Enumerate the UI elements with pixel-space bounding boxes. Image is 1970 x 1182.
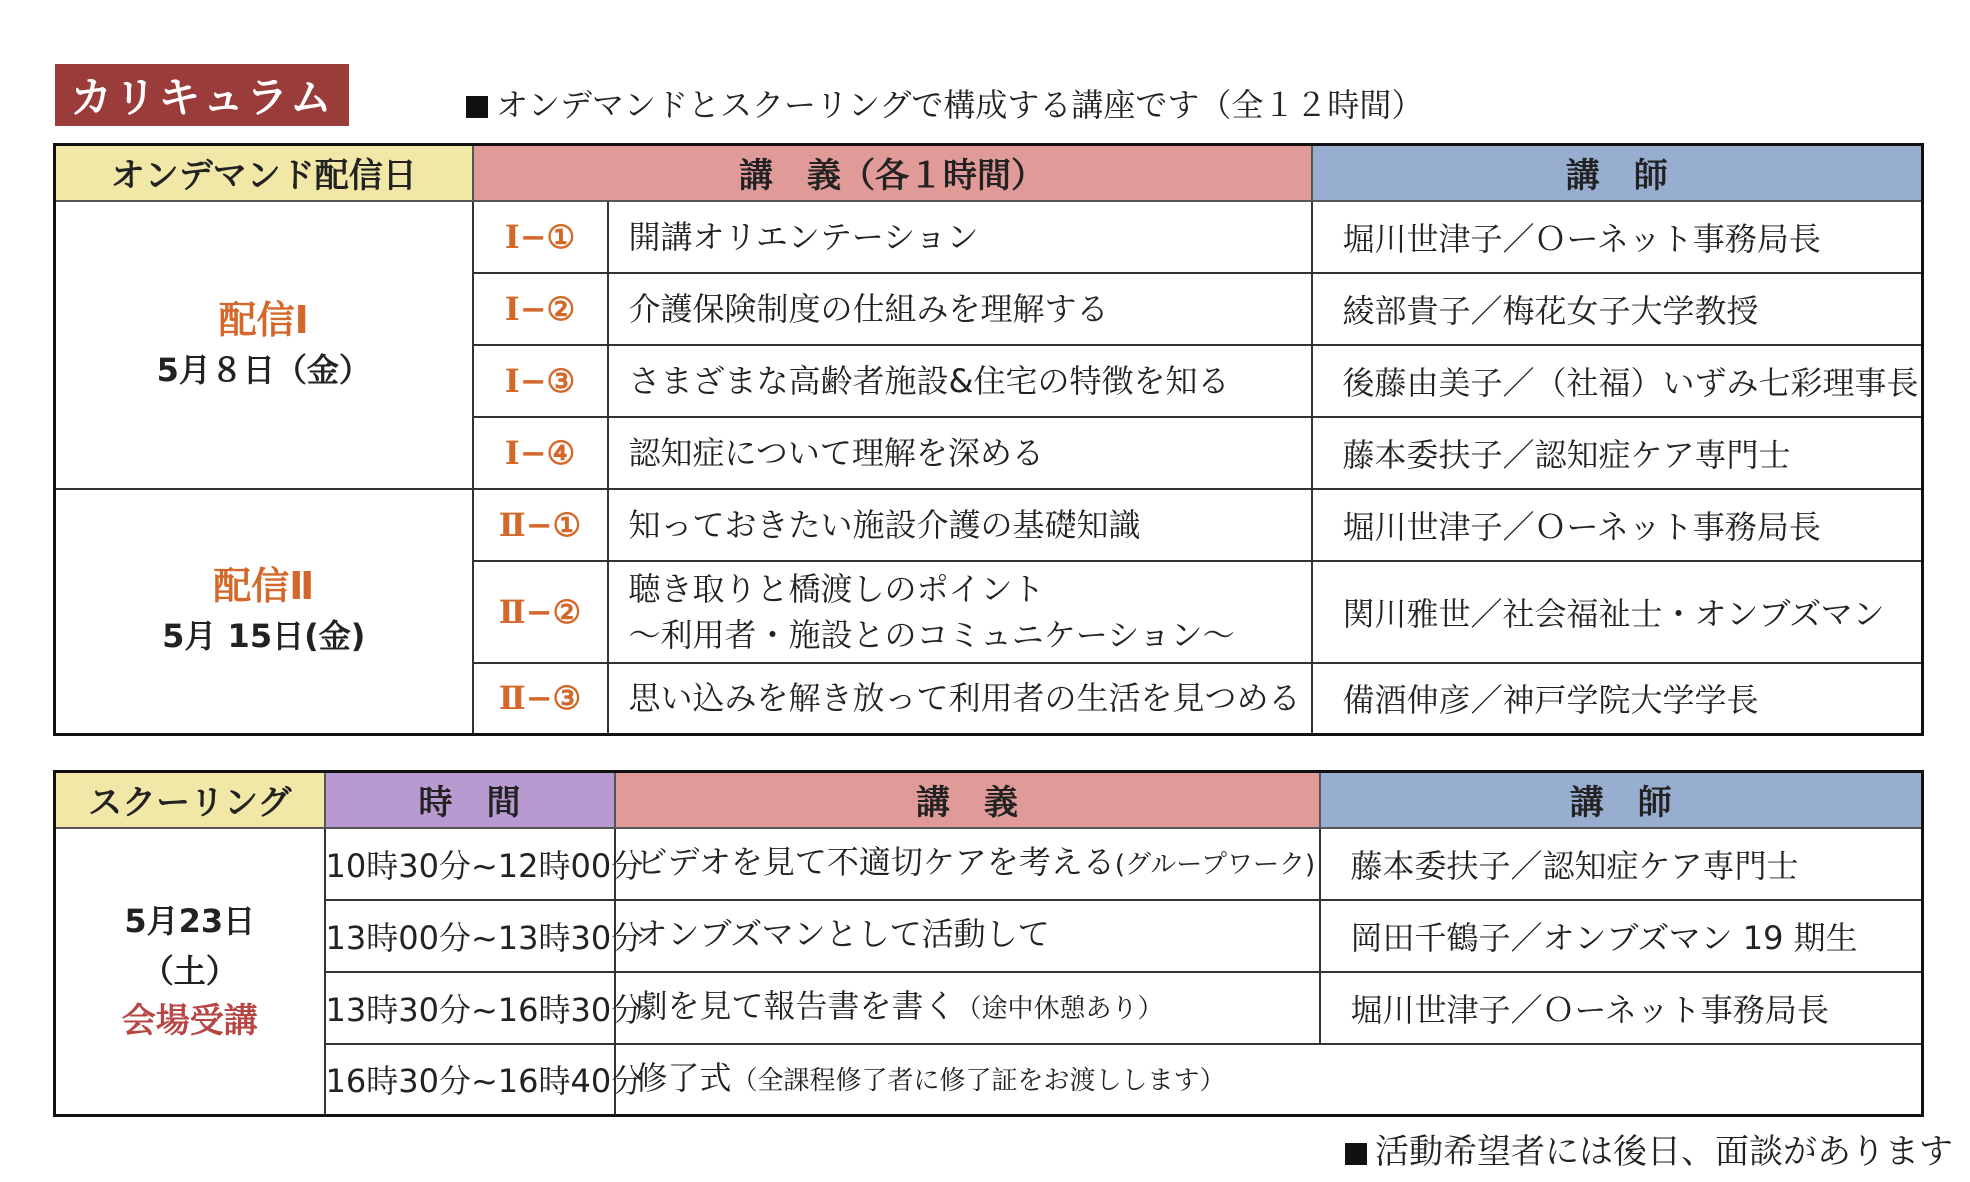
- teacher-name: 堀川世津子／Ｏーネット事務局長: [1312, 201, 1923, 273]
- footer-note: [1345, 1124, 1953, 1173]
- ondemand-day-header: オンデマンド配信日: [55, 145, 473, 201]
- delivery-1-date: 5月８日（金）: [156, 350, 371, 389]
- teacher-name: 備酒伸彦／神戸学院大学学長: [1312, 663, 1923, 735]
- lecture-note: （全課程修了者に修了証をお渡しします）: [731, 1065, 1226, 1096]
- schooling-header: スクーリング: [55, 772, 325, 828]
- curriculum-title: カリキュラム: [55, 64, 349, 126]
- table-row: [55, 828, 1923, 900]
- delivery-1-cell: [55, 201, 473, 489]
- table-row: [55, 201, 1923, 273]
- schooling-date-cell: [55, 828, 325, 1116]
- schooling-table: [53, 770, 1924, 1117]
- lecture-title-two-line: [608, 561, 1312, 663]
- teacher-name: 藤本委扶子／認知症ケア専門士: [1320, 828, 1923, 900]
- lecture-title: 開講オリエンテーション: [608, 201, 1312, 273]
- schooling-lecture-header: 講 義: [615, 772, 1320, 828]
- teacher-name: 堀川世津子／Ｏーネット事務局長: [1320, 972, 1923, 1044]
- time-slot: 10時30分~12時00分: [325, 828, 615, 900]
- schooling-date: 5月23日: [124, 902, 256, 941]
- lecture-code: Ⅰ−④: [473, 417, 608, 489]
- lecture-cell: [615, 828, 1320, 900]
- time-slot: 16時30分~16時40分: [325, 1044, 615, 1116]
- lecture-title: 劇を見て報告書を書く: [635, 987, 956, 1025]
- lecture-code: Ⅰ−③: [473, 345, 608, 417]
- venue-label: 会場受講: [121, 1001, 258, 1042]
- lecture-code: Ⅱ−②: [473, 561, 608, 663]
- time-slot: 13時30分~16時30分: [325, 972, 615, 1044]
- schooling-teacher-header: 講 師: [1320, 772, 1923, 828]
- delivery-2-label: 配信Ⅱ: [213, 564, 315, 609]
- schooling-weekday: （土）: [141, 952, 238, 991]
- lecture-cell: [615, 1044, 1923, 1116]
- lecture-code: Ⅰ−②: [473, 273, 608, 345]
- teacher-name: 後藤由美子／（社福）いずみ七彩理事長: [1312, 345, 1923, 417]
- teacher-name: 関川雅世／社会福祉士・オンブズマン: [1312, 561, 1923, 663]
- lecture-note: （途中休憩あり）: [955, 994, 1164, 1024]
- lecture-title: ビデオを見て不適切ケアを考える: [635, 843, 1115, 881]
- delivery-1-label: 配信Ⅰ: [218, 297, 309, 342]
- lecture-code: Ⅰ−①: [473, 201, 608, 273]
- intro-label: オンデマンドとスクーリングで構成する講座です（全１２時間）: [496, 86, 1424, 124]
- lecture-cell: [615, 972, 1320, 1044]
- ondemand-teacher-header: 講 師: [1312, 145, 1923, 201]
- lecture-title: 知っておきたい施設介護の基礎知識: [608, 489, 1312, 561]
- lecture-code: Ⅱ−③: [473, 663, 608, 735]
- lecture-subtitle: 〜利用者・施設とのコミュニケーション〜: [628, 615, 1235, 654]
- lecture-title: 介護保険制度の仕組みを理解する: [608, 273, 1312, 345]
- lecture-code: Ⅱ−①: [473, 489, 608, 561]
- teacher-name: 堀川世津子／Ｏーネット事務局長: [1312, 489, 1923, 561]
- teacher-name: 藤本委扶子／認知症ケア専門士: [1312, 417, 1923, 489]
- ondemand-lecture-header: 講 義（各１時間）: [473, 145, 1312, 201]
- table-row: [55, 972, 1923, 1044]
- delivery-2-cell: [55, 489, 473, 735]
- square-bullet-icon: [1345, 1143, 1367, 1165]
- lecture-note: (グループワーク): [1114, 850, 1316, 880]
- time-slot: 13時00分~13時30分: [325, 900, 615, 972]
- lecture-title: 認知症について理解を深める: [608, 417, 1312, 489]
- lecture-title: さまざまな高齢者施設&住宅の特徴を知る: [608, 345, 1312, 417]
- intro-text: [466, 80, 1423, 126]
- lecture-cell: [615, 900, 1320, 972]
- square-bullet-icon: [466, 96, 488, 118]
- time-header: 時 間: [325, 772, 615, 828]
- ondemand-table: [53, 143, 1924, 736]
- lecture-title: 修了式: [635, 1058, 732, 1097]
- teacher-name: 綾部貴子／梅花女子大学教授: [1312, 273, 1923, 345]
- delivery-2-date: 5月 15日(金): [162, 617, 366, 656]
- table-row: [55, 900, 1923, 972]
- lecture-title: 聴き取りと橋渡しのポイント: [628, 569, 1045, 608]
- table-row: [55, 1044, 1923, 1116]
- table-row: [55, 489, 1923, 561]
- teacher-name: 岡田千鶴子／オンブズマン 19 期生: [1320, 900, 1923, 972]
- lecture-title: オンブズマンとして活動して: [635, 915, 1050, 953]
- lecture-title: 思い込みを解き放って利用者の生活を見つめる: [608, 663, 1312, 735]
- footer-label: 活動希望者には後日、面談があります: [1375, 1132, 1953, 1172]
